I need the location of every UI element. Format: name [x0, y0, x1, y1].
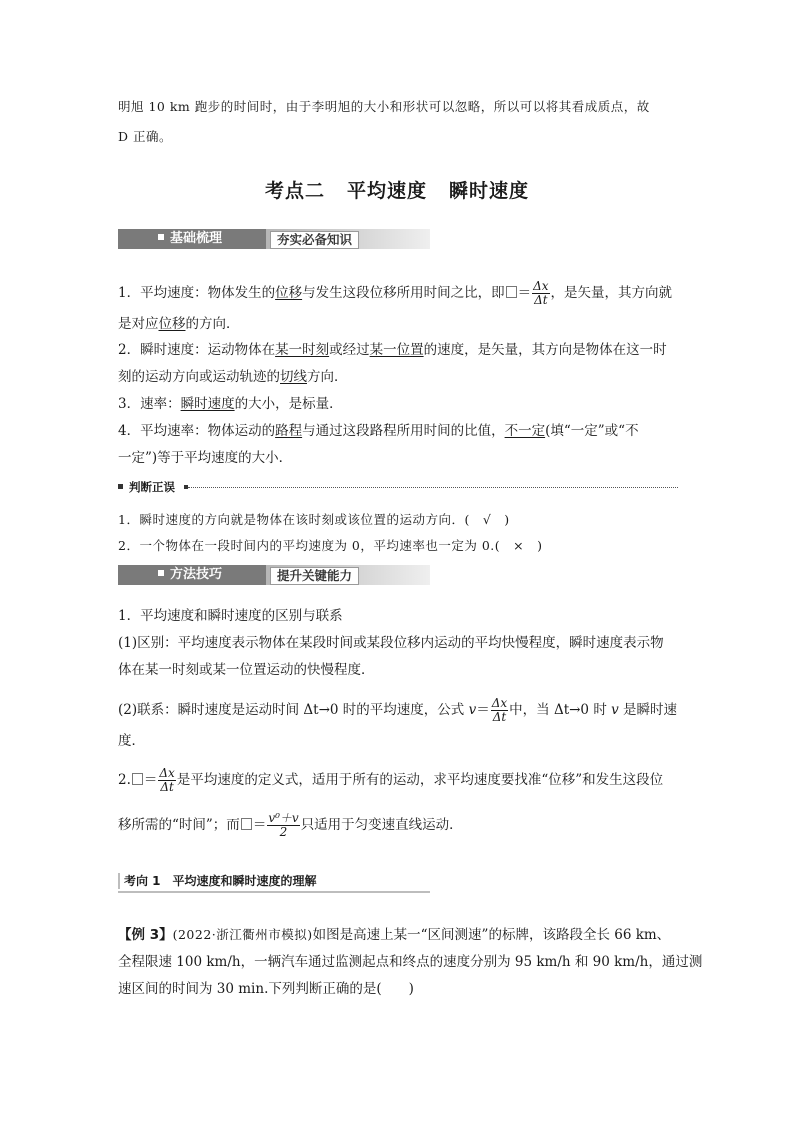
square-bullet-icon [158, 570, 164, 576]
basics-item-1: 1．平均速度：物体发生的位移与发生这段位移所用时间之比，即 ＝ $\frac{\Delta x}{\Delta t}$ ，是矢量，其方向就 [118, 279, 673, 307]
sub-topic-heading: 考向 1 平均速度和瞬时速度的理解 [118, 873, 430, 893]
answer-line-2: D 正确。 [118, 129, 172, 144]
fraction: $\frac{\Delta x}{\Delta t}$ [159, 766, 175, 794]
judge-heading: 判断正误 [118, 480, 678, 494]
basics-item-2-cont: 刻的运动方向或运动轨迹的切线方向． [118, 369, 348, 385]
method-banner-sublabel: 提升关键能力 [270, 567, 359, 585]
judge-question-1: 1．瞬时速度的方向就是物体在该时刻或该位置的运动方向．( √ ) [118, 512, 510, 527]
basics-item-1-cont: 是对应位移的方向． [118, 316, 240, 332]
fraction: $\frac{\Delta x}{\Delta t}$ [491, 696, 508, 724]
fraction: $\frac{\Delta x}{\Delta t}$ [533, 279, 549, 307]
basics-banner-label: 基础梳理 [118, 229, 266, 249]
basics-banner [118, 229, 430, 249]
section-number: 考点二 [264, 180, 325, 202]
method-banner-label: 方法技巧 [118, 565, 266, 585]
method-banner [118, 565, 430, 585]
section-topic-2: 瞬时速度 [449, 180, 530, 202]
example-line-3: 速区间的时间为 30 min.下列判断正确的是( ) [118, 981, 414, 997]
basics-item-3: 3．速率：瞬时速度的大小，是标量． [118, 396, 343, 412]
section-topic-1: 平均速度 [346, 180, 427, 202]
basics-item-4: 4．平均速率：物体运动的路程与通过这段路程所用时间的比值，不一定(填“一定”或“不 [118, 423, 639, 439]
method-item-1-2: (2)联系：瞬时速度是运动时间 Δt→0 时的平均速度，公式 v＝ $\frac{\Delta x}{\Delta t}$ 中，当 Δt→0 时 v 是瞬时速 [118, 696, 678, 724]
v-bar-symbol-icon [241, 818, 252, 830]
example-source: (2022·浙江衢州市模拟) [172, 927, 313, 942]
basics-item-2: 2．瞬时速度：运动物体在某一时刻或经过某一位置的速度，是矢量，其方向是物体在这一时 [118, 342, 667, 358]
method-item-2: 2. ＝ $\frac{\Delta x}{\Delta t}$ 是平均速度的定义式，适用于所有的运动，求平均速度要找准“位移”和发生这段位 [118, 766, 664, 794]
method-item-1-2-cont: 度． [118, 733, 145, 749]
v-bar-symbol-icon [506, 286, 517, 298]
basics-banner-sublabel: 夯实必备知识 [270, 231, 359, 249]
square-bullet-icon [118, 484, 123, 489]
method-item-1-1-cont: 体在某一时刻或某一位置运动的快慢程度． [118, 662, 375, 678]
section-title [0, 176, 794, 203]
dotted-divider [188, 487, 678, 488]
v-bar-symbol-icon [132, 773, 143, 785]
fraction: $\frac{\text{v⁰＋v}}{2}$ [268, 811, 299, 839]
method-item-1-1: (1)区别：平均速度表示物体在某段时间或某段位移内运动的平均快慢程度，瞬时速度表示物 [118, 635, 664, 651]
heading-edge [118, 873, 120, 889]
method-item-1: 1．平均速度和瞬时速度的区别与联系 [118, 608, 343, 624]
example-tag: 【例 3】 [118, 927, 173, 943]
method-item-2-cont: 移所需的“时间”；而 ＝ $\frac{\text{v⁰＋v}}{2}$ 只适用于匀变速直线运动． [118, 811, 463, 839]
example-line-2: 全程限速 100 km/h，一辆汽车通过监测起点和终点的速度分别为 95 km/h 和 90 km/h，通过测 [118, 954, 703, 970]
answer-line-1: 明旭 10 km 跑步的时间时，由于李明旭的大小和形状可以忽略，所以可以将其看成质点，故 [118, 99, 650, 114]
example-line-1: 【例 3】(2022·浙江衢州市模拟)如图是高速上某一“区间测速”的标牌，该路段全长 66 km、 [118, 927, 671, 943]
square-bullet-icon [158, 234, 164, 240]
basics-item-4-cont: 一定”)等于平均速度的大小． [118, 450, 293, 466]
judge-question-2: 2．一个物体在一段时间内的平均速度为 0，平均速率也一定为 0.( × ) [118, 538, 543, 553]
